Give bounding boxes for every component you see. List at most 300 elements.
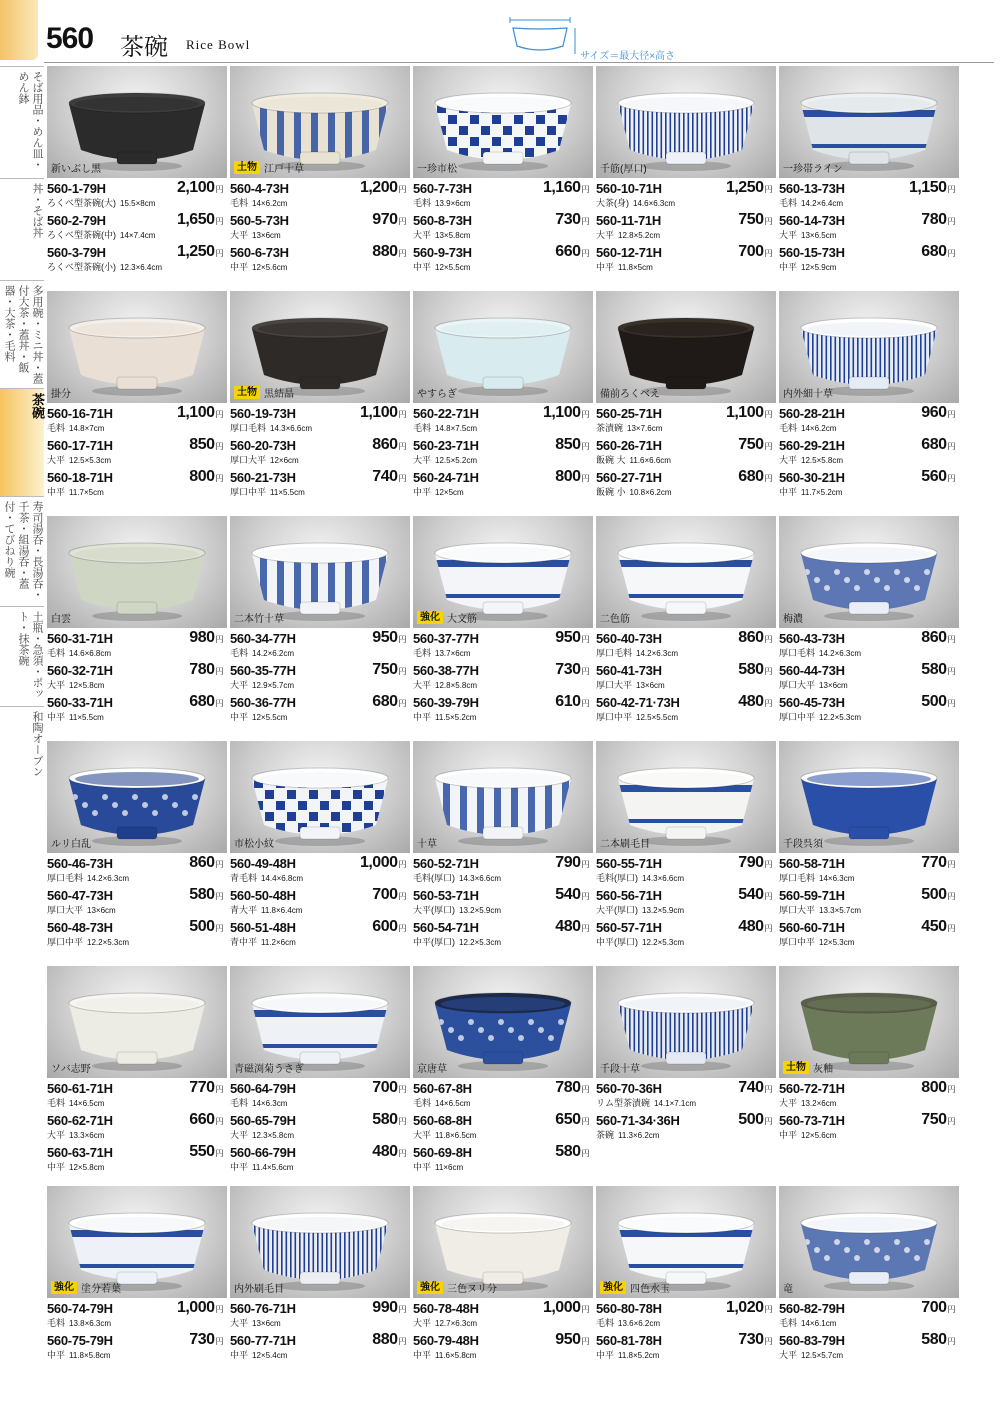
item-price — [738, 854, 772, 872]
item-row[interactable] — [230, 1113, 412, 1145]
product-photo[interactable] — [47, 66, 227, 178]
item-row[interactable] — [413, 856, 595, 888]
item-row[interactable] — [230, 470, 412, 502]
item-row[interactable] — [413, 1081, 595, 1113]
item-row[interactable] — [779, 213, 961, 245]
rice-bowl-icon — [779, 1186, 959, 1298]
item-row[interactable] — [779, 695, 961, 727]
item-price — [555, 1111, 589, 1129]
product-photo[interactable] — [779, 291, 959, 403]
item-row[interactable] — [413, 213, 595, 245]
item-size: 12.2×5.3cm — [459, 938, 502, 947]
item-row[interactable] — [596, 631, 778, 663]
item-row[interactable] — [47, 1145, 229, 1177]
item-size: 12.3×5.8cm — [252, 1131, 295, 1140]
item-row[interactable] — [47, 856, 229, 888]
item-price — [555, 629, 589, 647]
product-name: 梅濃 — [783, 614, 803, 625]
item-type: 大平 — [779, 1098, 798, 1108]
item-row[interactable] — [596, 856, 778, 888]
yen-unit: 円 — [398, 699, 406, 708]
item-price — [177, 211, 223, 229]
price-value: 1,020 — [725, 1299, 764, 1316]
sidebar-item-5[interactable]: 土瓶・急須・ポット・抹茶碗 — [0, 606, 44, 706]
price-value: 1,000 — [359, 854, 398, 871]
yen-unit: 円 — [215, 217, 223, 226]
item-list — [230, 1081, 412, 1177]
item-row[interactable] — [47, 213, 229, 245]
item-row[interactable] — [230, 245, 412, 277]
product-name-row — [51, 835, 91, 850]
product-photo[interactable] — [413, 291, 593, 403]
item-row[interactable] — [413, 631, 595, 663]
item-row[interactable] — [47, 1333, 229, 1365]
item-code: 560-7-73H — [413, 181, 472, 196]
item-row[interactable] — [413, 920, 595, 952]
item-size: 15.5×8cm — [120, 199, 156, 208]
item-description — [596, 421, 662, 434]
product-name: 江戸十草 — [264, 164, 304, 175]
item-size: 11.7×5cm — [69, 488, 104, 497]
item-row[interactable] — [413, 663, 595, 695]
product-name-row — [51, 1280, 121, 1295]
item-code: 560-82-79H — [779, 1301, 845, 1316]
product-photo[interactable] — [413, 1186, 593, 1298]
product-photo[interactable] — [596, 1186, 776, 1298]
item-row[interactable] — [779, 856, 961, 888]
item-size: 14.2×6.3cm — [87, 874, 130, 883]
item-code: 560-59-71H — [779, 888, 845, 903]
item-size: 12.7×6.3cm — [435, 1319, 478, 1328]
item-row[interactable] — [413, 438, 595, 470]
product-photo[interactable] — [230, 1186, 410, 1298]
item-price — [738, 629, 772, 647]
yen-unit: 円 — [947, 1085, 955, 1094]
item-size: 14.6×6.8cm — [69, 649, 112, 658]
item-row[interactable] — [596, 1081, 778, 1113]
product-name-row — [417, 835, 437, 850]
item-size: 12.5×5.8cm — [801, 456, 844, 465]
item-size: 11.8×5.2cm — [618, 1351, 660, 1360]
item-row[interactable] — [47, 1113, 229, 1145]
item-price — [555, 468, 589, 486]
item-row[interactable] — [230, 1333, 412, 1365]
item-type: 大茶(身) — [596, 198, 629, 208]
item-row[interactable] — [413, 470, 595, 502]
product-photo[interactable] — [779, 66, 959, 178]
item-price — [189, 436, 223, 454]
item-size: 13×6cm — [252, 231, 281, 240]
product-photo[interactable] — [413, 966, 593, 1078]
price-value: 700 — [372, 1079, 398, 1096]
item-row[interactable] — [47, 1081, 229, 1113]
item-row[interactable] — [596, 663, 778, 695]
item-row[interactable] — [779, 631, 961, 663]
item-type: 大平(厚口) — [596, 905, 638, 915]
item-row[interactable] — [47, 438, 229, 470]
product-name: 市松小紋 — [234, 839, 274, 850]
item-size: 12×5.3cm — [819, 938, 855, 947]
item-row[interactable] — [230, 1301, 412, 1333]
item-price — [909, 179, 955, 197]
item-price — [555, 693, 589, 711]
yen-unit: 円 — [947, 442, 955, 451]
item-code: 560-48-73H — [47, 920, 113, 935]
item-row[interactable] — [230, 888, 412, 920]
yen-unit: 円 — [764, 699, 772, 708]
product-photo[interactable] — [230, 66, 410, 178]
rice-bowl-icon — [47, 516, 227, 628]
item-type: 中平(厚口) — [596, 937, 638, 947]
item-row[interactable] — [596, 920, 778, 952]
item-row[interactable] — [596, 213, 778, 245]
item-row[interactable] — [596, 438, 778, 470]
product-photo[interactable] — [230, 741, 410, 853]
item-price — [738, 661, 772, 679]
item-row[interactable] — [779, 470, 961, 502]
item-row[interactable] — [47, 631, 229, 663]
item-code: 560-67-8H — [413, 1081, 472, 1096]
price-value: 680 — [921, 243, 947, 260]
price-value: 850 — [189, 436, 215, 453]
item-row[interactable] — [596, 888, 778, 920]
item-code: 560-37-77H — [413, 631, 479, 646]
yen-unit: 円 — [947, 1117, 955, 1126]
item-row[interactable] — [779, 1333, 961, 1365]
item-row[interactable] — [230, 631, 412, 663]
item-price — [189, 661, 223, 679]
item-row[interactable] — [413, 181, 595, 213]
item-price — [372, 1079, 406, 1097]
item-list — [779, 1301, 961, 1365]
product-name-row — [600, 610, 630, 625]
product-photo[interactable] — [47, 1186, 227, 1298]
item-code: 560-12-71H — [596, 245, 662, 260]
item-code: 560-46-73H — [47, 856, 113, 871]
item-type: 厚口中平 — [779, 712, 816, 722]
yen-unit: 円 — [947, 249, 955, 258]
item-price — [921, 468, 955, 486]
item-code: 560-4-73H — [230, 181, 289, 196]
item-row[interactable] — [230, 181, 412, 213]
item-row[interactable] — [47, 181, 229, 213]
yen-unit: 円 — [764, 924, 772, 933]
product-name: 灰釉 — [813, 1064, 833, 1075]
item-row[interactable] — [413, 406, 595, 438]
item-type: 青大平 — [230, 905, 258, 915]
item-description — [413, 485, 464, 498]
price-value: 480 — [372, 1143, 398, 1160]
item-row[interactable] — [779, 1113, 961, 1145]
item-price — [372, 886, 406, 904]
item-price — [921, 436, 955, 454]
item-row[interactable] — [47, 470, 229, 502]
item-row[interactable] — [230, 213, 412, 245]
item-type: 厚口毛料 — [779, 648, 816, 658]
item-row[interactable] — [230, 695, 412, 727]
product-name-row — [417, 385, 457, 400]
product-photo[interactable] — [47, 741, 227, 853]
item-list — [230, 631, 412, 727]
item-row[interactable] — [230, 406, 412, 438]
item-type: 中平 — [230, 1162, 249, 1172]
item-code: 560-21-73H — [230, 470, 296, 485]
product-photo[interactable] — [230, 291, 410, 403]
item-row[interactable] — [413, 1301, 595, 1333]
item-price — [189, 693, 223, 711]
item-row[interactable] — [47, 406, 229, 438]
item-description — [413, 903, 501, 916]
product-name-row — [600, 160, 647, 175]
item-price — [372, 468, 406, 486]
yen-unit: 円 — [215, 1305, 223, 1314]
price-value: 680 — [189, 693, 215, 710]
product-name-row — [783, 1280, 793, 1295]
item-code: 560-70-36H — [596, 1081, 662, 1096]
item-row[interactable] — [413, 1113, 595, 1145]
item-list — [230, 181, 412, 277]
item-list — [779, 1081, 961, 1145]
item-size: 12×5.5cm — [252, 713, 288, 722]
item-row[interactable] — [779, 888, 961, 920]
item-size: 14×6.5cm — [69, 1099, 105, 1108]
price-value: 700 — [372, 886, 398, 903]
item-type: 中平 — [230, 262, 249, 272]
price-value: 1,250 — [725, 179, 764, 196]
item-price — [555, 1143, 589, 1161]
item-code: 560-34-77H — [230, 631, 296, 646]
item-size: 14×6.3cm — [252, 1099, 288, 1108]
item-type: 厚口中平 — [779, 937, 816, 947]
product-photo[interactable] — [596, 66, 776, 178]
item-row[interactable] — [230, 920, 412, 952]
item-type: 大平 — [596, 230, 615, 240]
sidebar-item-0[interactable]: そば用品・めん皿・めん鉢 — [0, 66, 44, 178]
yen-unit: 円 — [581, 699, 589, 708]
item-description — [596, 260, 653, 273]
item-row[interactable] — [413, 245, 595, 277]
item-price — [360, 179, 406, 197]
yen-unit: 円 — [947, 185, 955, 194]
yen-unit: 円 — [398, 217, 406, 226]
yen-unit: 円 — [215, 924, 223, 933]
item-description — [47, 935, 129, 948]
product-name: 二色筋 — [600, 614, 630, 625]
product-name: 白雲 — [51, 614, 71, 625]
item-type: 大平 — [230, 230, 249, 240]
rice-bowl-icon — [47, 291, 227, 403]
yen-unit: 円 — [398, 249, 406, 258]
product-photo[interactable] — [413, 516, 593, 628]
item-row[interactable] — [596, 406, 778, 438]
item-row[interactable] — [413, 888, 595, 920]
product-photo[interactable] — [230, 966, 410, 1078]
price-value: 580 — [921, 1331, 947, 1348]
price-value: 1,100 — [725, 404, 764, 421]
item-row[interactable] — [779, 1081, 961, 1113]
item-size: 11.3×6.2cm — [618, 1131, 660, 1140]
item-size: 13×6cm — [636, 681, 665, 690]
item-type: 厚口中平 — [47, 937, 84, 947]
product-photo[interactable] — [413, 66, 593, 178]
item-description — [413, 1348, 476, 1361]
item-row[interactable] — [596, 470, 778, 502]
sidebar-item-3[interactable]: 茶碗 — [0, 388, 44, 496]
item-size: 13×5.8cm — [435, 231, 471, 240]
item-row[interactable] — [596, 1301, 778, 1333]
sidebar-item-1[interactable]: 丼・そば丼 — [0, 178, 44, 280]
item-row[interactable] — [779, 245, 961, 277]
item-row[interactable] — [47, 695, 229, 727]
category-sidebar — [0, 66, 44, 1415]
item-size: 14.6×6.3cm — [633, 199, 676, 208]
item-row[interactable] — [779, 438, 961, 470]
price-value: 990 — [372, 1299, 398, 1316]
item-price — [921, 211, 955, 229]
item-type: 中平 — [596, 262, 615, 272]
item-price — [726, 179, 772, 197]
item-price — [543, 1299, 589, 1317]
item-description — [47, 1096, 104, 1109]
item-price — [921, 854, 955, 872]
sidebar-item-6[interactable]: 和陶オーブン — [0, 706, 44, 816]
product-photo[interactable] — [779, 966, 959, 1078]
item-size: 11×5.5cm — [69, 713, 104, 722]
product-photo[interactable] — [596, 291, 776, 403]
item-type: 厚口毛料 — [230, 423, 267, 433]
product-photo[interactable] — [413, 741, 593, 853]
item-row[interactable] — [779, 1301, 961, 1333]
item-size: 11.8×6.4cm — [261, 906, 303, 915]
item-list — [596, 406, 778, 502]
item-row[interactable] — [47, 245, 229, 277]
item-row[interactable] — [230, 663, 412, 695]
item-description — [47, 710, 104, 723]
sidebar-item-4[interactable]: 寿司湯呑・長湯呑・千茶・組湯呑・蓋付・てびねり碗 — [0, 496, 44, 606]
item-type: 毛料 — [779, 1318, 798, 1328]
price-value: 730 — [738, 1331, 764, 1348]
product-photo[interactable] — [230, 516, 410, 628]
item-price — [921, 404, 955, 422]
item-description — [230, 646, 294, 659]
item-row[interactable] — [596, 1333, 778, 1365]
yen-unit: 円 — [581, 1117, 589, 1126]
product-photo[interactable] — [779, 516, 959, 628]
item-size: 12×5.9cm — [801, 263, 837, 272]
item-row[interactable] — [413, 695, 595, 727]
product-photo[interactable] — [596, 741, 776, 853]
product-name: ソバ志野 — [51, 1064, 91, 1075]
item-size: 13.3×5.7cm — [819, 906, 862, 915]
item-size: 14×7.4cm — [120, 231, 156, 240]
item-type: 毛料 — [230, 648, 249, 658]
item-row[interactable] — [413, 1333, 595, 1365]
item-description — [230, 260, 287, 273]
yen-unit: 円 — [398, 667, 406, 676]
item-type: 毛料 — [413, 1098, 432, 1108]
item-row[interactable] — [230, 856, 412, 888]
item-row[interactable] — [779, 920, 961, 952]
product-photo[interactable] — [47, 966, 227, 1078]
item-price — [921, 918, 955, 936]
item-row[interactable] — [596, 245, 778, 277]
item-row[interactable] — [779, 663, 961, 695]
item-size: 12.2×5.3cm — [819, 713, 862, 722]
item-row[interactable] — [596, 1113, 778, 1145]
item-list — [47, 1081, 229, 1177]
item-code: 560-57-71H — [596, 920, 662, 935]
item-code: 560-74-79H — [47, 1301, 113, 1316]
item-price — [177, 404, 223, 422]
product-photo[interactable] — [47, 291, 227, 403]
item-code: 560-11-71H — [596, 213, 661, 228]
price-value: 860 — [189, 854, 215, 871]
item-type: 厚口大平 — [596, 680, 633, 690]
item-description — [779, 1096, 836, 1109]
yen-unit: 円 — [947, 410, 955, 419]
item-size: 13.2×5.9cm — [459, 906, 502, 915]
product-name: 内外細十草 — [783, 389, 833, 400]
item-row[interactable] — [596, 695, 778, 727]
product-name-row — [234, 835, 274, 850]
item-code: 560-72-71H — [779, 1081, 845, 1096]
item-size: 12.5×5.7cm — [801, 1351, 844, 1360]
item-price — [543, 179, 589, 197]
sidebar-item-2[interactable]: 多用碗・ミニ丼・蓋付大茶・蓋丼・飯器・大茶・毛料 — [0, 280, 44, 388]
item-description — [47, 453, 111, 466]
item-code: 560-32-71H — [47, 663, 113, 678]
product-photo[interactable] — [779, 741, 959, 853]
product-name-row — [417, 1280, 497, 1295]
item-row[interactable] — [596, 181, 778, 213]
yen-unit: 円 — [215, 442, 223, 451]
item-description — [230, 1316, 281, 1329]
price-value: 880 — [372, 243, 398, 260]
item-size: 12×6cm — [270, 456, 299, 465]
item-size: 11.4×5.6cm — [252, 1163, 294, 1172]
item-row[interactable] — [230, 438, 412, 470]
item-row[interactable] — [47, 663, 229, 695]
product-photo[interactable] — [596, 966, 776, 1078]
item-row[interactable] — [779, 406, 961, 438]
product-photo[interactable] — [779, 1186, 959, 1298]
item-row[interactable] — [47, 1301, 229, 1333]
yen-unit: 円 — [764, 1117, 772, 1126]
item-type: 厚口大平 — [230, 455, 267, 465]
item-size: 12.5×5.5cm — [636, 713, 679, 722]
item-row[interactable] — [413, 1145, 595, 1177]
product-photo[interactable] — [596, 516, 776, 628]
product-name-row — [600, 1280, 670, 1295]
item-price — [921, 886, 955, 904]
item-row[interactable] — [230, 1145, 412, 1177]
item-row[interactable] — [47, 888, 229, 920]
material-badge: 土物 — [783, 1061, 809, 1074]
price-value: 680 — [372, 693, 398, 710]
item-description — [230, 453, 299, 466]
item-row[interactable] — [779, 181, 961, 213]
product-photo[interactable] — [47, 516, 227, 628]
item-description — [230, 1128, 294, 1141]
item-row[interactable] — [230, 1081, 412, 1113]
item-type: 中平 — [47, 1350, 66, 1360]
item-size: 12×5cm — [435, 488, 464, 497]
item-row[interactable] — [47, 920, 229, 952]
material-badge: 強化 — [51, 1281, 77, 1294]
item-code: 560-63-71H — [47, 1145, 113, 1160]
item-type: 大平 — [779, 1350, 798, 1360]
price-value: 880 — [372, 1331, 398, 1348]
